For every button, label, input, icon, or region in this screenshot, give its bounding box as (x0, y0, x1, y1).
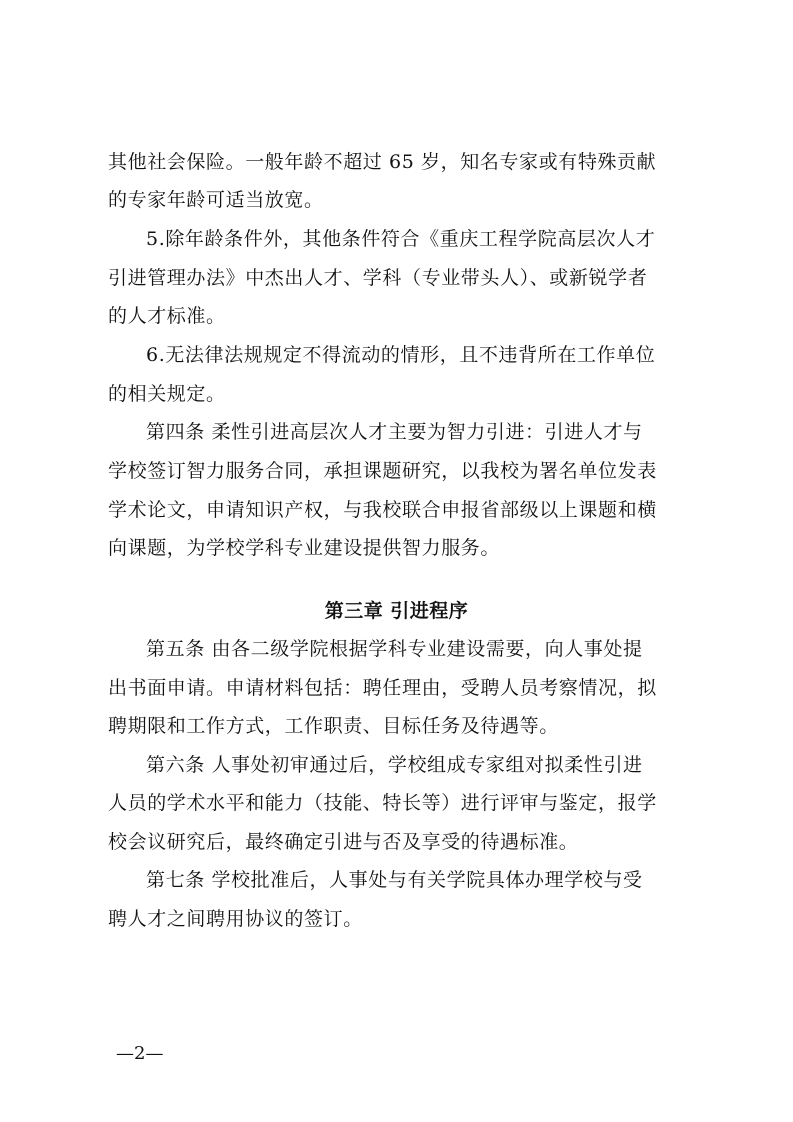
text-line: 的相关规定。 (108, 383, 226, 405)
text-line: 学术论文，申请知识产权，与我校联合申报省部级以上课题和横 (108, 499, 657, 521)
text-line: 第四条 柔性引进高层次人才主要为智力引进：引进人才与 (146, 421, 643, 443)
text-line: 第五条 由各二级学院根据学科专业建设需要，向人事处提 (146, 638, 643, 660)
page-number: —2— (116, 1043, 164, 1064)
text-line: 第六条 人事处初审通过后，学校组成专家组对拟柔性引进 (146, 754, 643, 776)
text-line: 人员的学术水平和能力（技能、特长等）进行评审与鉴定，报学 (108, 792, 657, 814)
text-line: 5.除年龄条件外，其他条件符合《重庆工程学院高层次人才 (146, 228, 656, 250)
text-line: 聘人才之间聘用协议的签订。 (108, 908, 363, 930)
text-line: 出书面申请。申请材料包括：聘任理由，受聘人员考察情况，拟 (108, 677, 657, 699)
text-line: 6.无法律法规规定不得流动的情形，且不违背所在工作单位 (146, 344, 656, 366)
text-line: 学校签订智力服务合同，承担课题研究，以我校为署名单位发表 (108, 460, 657, 482)
text-line: 的专家年龄可适当放宽。 (108, 189, 324, 211)
text-line: 向课题，为学校学科专业建设提供智力服务。 (108, 537, 501, 559)
text-line: 其他社会保险。一般年龄不超过 65 岁，知名专家或有特殊贡献 (108, 151, 657, 173)
text-line: 的人才标准。 (108, 305, 226, 327)
text-line: 聘期限和工作方式，工作职责、目标任务及待遇等。 (108, 715, 559, 737)
text-line: 校会议研究后，最终确定引进与否及享受的待遇标准。 (108, 831, 579, 853)
chapter-heading: 第三章 引进程序 (324, 600, 469, 622)
text-line: 引进管理办法》中杰出人才、学科（专业带头人）、或新锐学者 (108, 267, 648, 289)
text-line: 第七条 学校批准后，人事处与有关学院具体办理学校与受 (146, 869, 643, 891)
